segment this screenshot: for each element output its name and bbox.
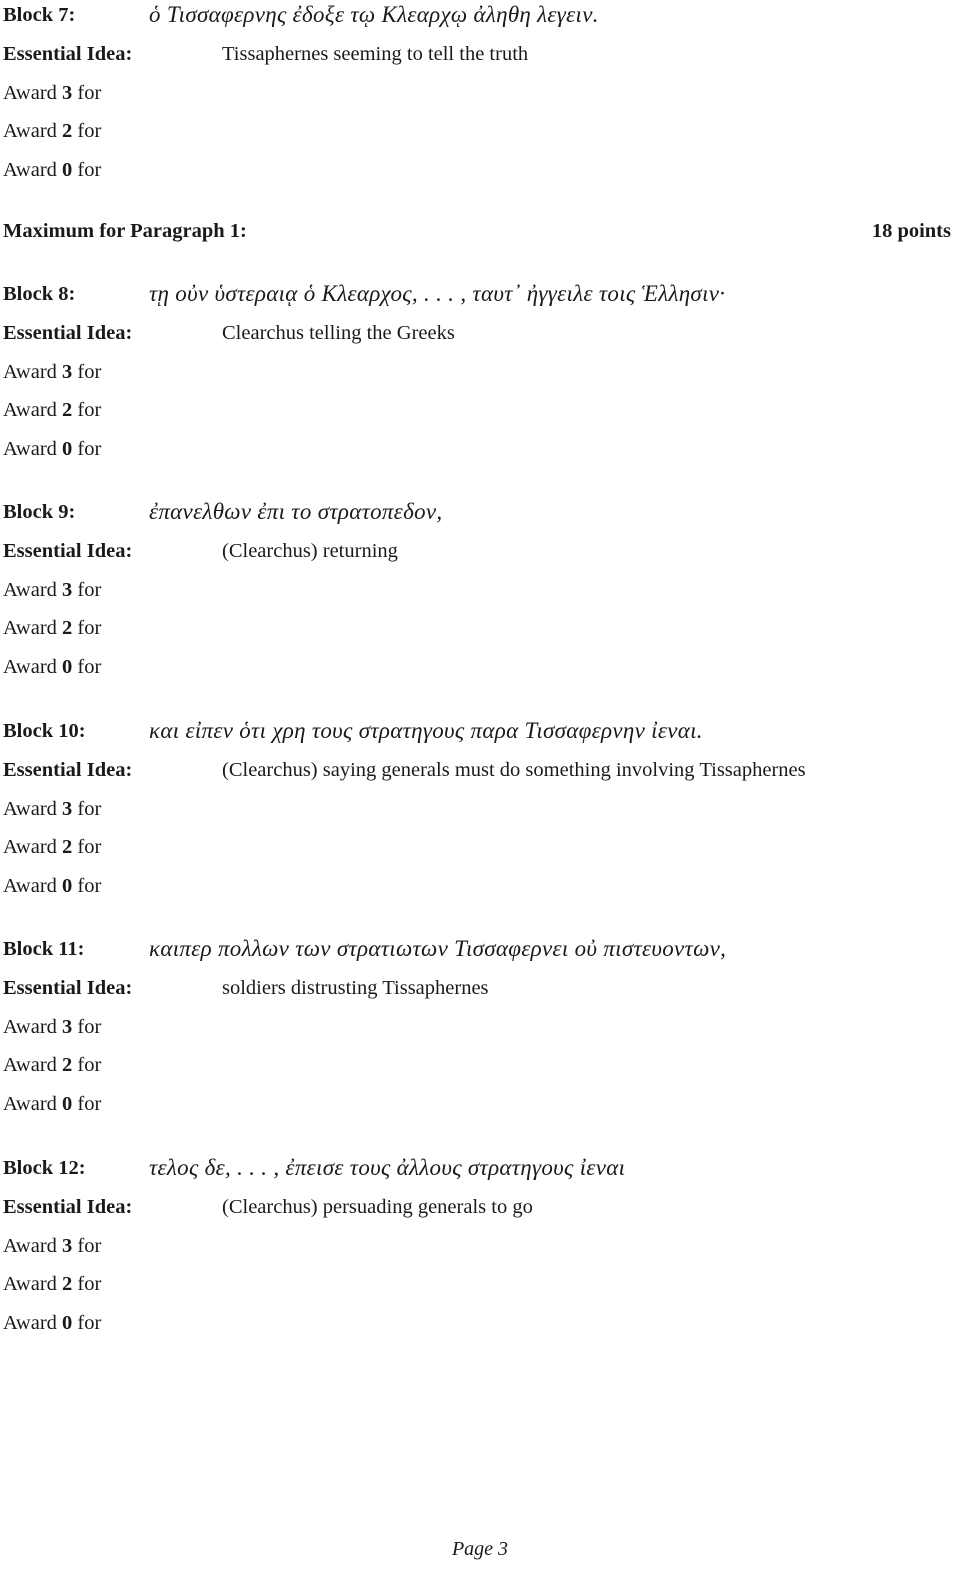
maximum-label: Maximum for Paragraph 1: bbox=[3, 220, 247, 242]
award-row: Award 3 for bbox=[3, 1015, 102, 1038]
award-row: Award 3 for bbox=[3, 81, 102, 104]
block-10 bbox=[3, 711, 953, 905]
block-label: Block 11: bbox=[3, 938, 85, 960]
block-label: Block 8: bbox=[3, 283, 76, 305]
award-row: Award 3 for bbox=[3, 797, 102, 820]
block-8 bbox=[3, 274, 953, 468]
award-row: Award 0 for bbox=[3, 437, 102, 460]
block-label: Block 9: bbox=[3, 501, 76, 523]
award-row: Award 0 for bbox=[3, 655, 102, 678]
block-11 bbox=[3, 929, 953, 1123]
essential-idea-text: (Clearchus) saying generals must do something involving Tissaphernes bbox=[222, 759, 806, 781]
award-row: Award 3 for bbox=[3, 578, 102, 601]
block-7 bbox=[3, 0, 953, 189]
award-row: Award 2 for bbox=[3, 399, 102, 421]
award-row: Award 0 for bbox=[3, 158, 102, 181]
essential-idea-text: (Clearchus) persuading generals to go bbox=[222, 1196, 533, 1218]
block-label: Block 12: bbox=[3, 1157, 86, 1179]
block-label: Block 7: bbox=[3, 4, 76, 26]
award-row: Award 2 for bbox=[3, 120, 102, 142]
essential-idea-label: Essential Idea: bbox=[3, 43, 133, 65]
essential-idea-label: Essential Idea: bbox=[3, 1196, 133, 1218]
paragraph-maximum bbox=[3, 212, 951, 250]
award-row: Award 2 for bbox=[3, 836, 102, 858]
block-12 bbox=[3, 1148, 953, 1342]
greek-text: και εἰπεν ὁτι χρη τους στρατηγους παρα Τισσαφερνην ἰεναι. bbox=[149, 718, 703, 743]
award-row: Award 2 for bbox=[3, 1054, 102, 1076]
greek-text: τῃ οὐν ὑστεραιᾳ ὁ Κλεαρχος, . . . , ταυτ᾽ ἠγγειλε τοις Ἑλλησιν· bbox=[149, 281, 726, 306]
award-row: Award 0 for bbox=[3, 874, 102, 897]
block-label: Block 10: bbox=[3, 720, 86, 742]
greek-text: ἐπανελθων ἐπι το στρατοπεδον, bbox=[149, 499, 443, 524]
block-9 bbox=[3, 492, 953, 686]
essential-idea-label: Essential Idea: bbox=[3, 322, 133, 344]
greek-text: τελος δε, . . . , ἐπεισε τους ἀλλους στρατηγους ἰεναι bbox=[149, 1155, 626, 1180]
award-row: Award 0 for bbox=[3, 1092, 102, 1115]
award-row: Award 2 for bbox=[3, 1273, 102, 1295]
essential-idea-text: (Clearchus) returning bbox=[222, 540, 398, 562]
maximum-points: 18 points bbox=[871, 220, 951, 242]
essential-idea-label: Essential Idea: bbox=[3, 977, 133, 999]
essential-idea-text: soldiers distrusting Tissaphernes bbox=[222, 977, 489, 999]
essential-idea-label: Essential Idea: bbox=[3, 540, 133, 562]
greek-text: ὁ Τισσαφερνης ἐδοξε τῳ Κλεαρχῳ ἀληθη λεγειν. bbox=[149, 2, 599, 27]
award-row: Award 3 for bbox=[3, 360, 102, 383]
award-row: Award 3 for bbox=[3, 1234, 102, 1257]
essential-idea-text: Tissaphernes seeming to tell the truth bbox=[222, 43, 529, 65]
award-row: Award 0 for bbox=[3, 1311, 102, 1334]
page-number: Page 3 bbox=[451, 1538, 509, 1560]
award-row: Award 2 for bbox=[3, 617, 102, 639]
essential-idea-label: Essential Idea: bbox=[3, 759, 133, 781]
essential-idea-text: Clearchus telling the Greeks bbox=[222, 322, 455, 344]
greek-text: καιπερ πολλων των στρατιωτων Τισσαφερνει οὐ πιστευοντων, bbox=[149, 936, 727, 961]
